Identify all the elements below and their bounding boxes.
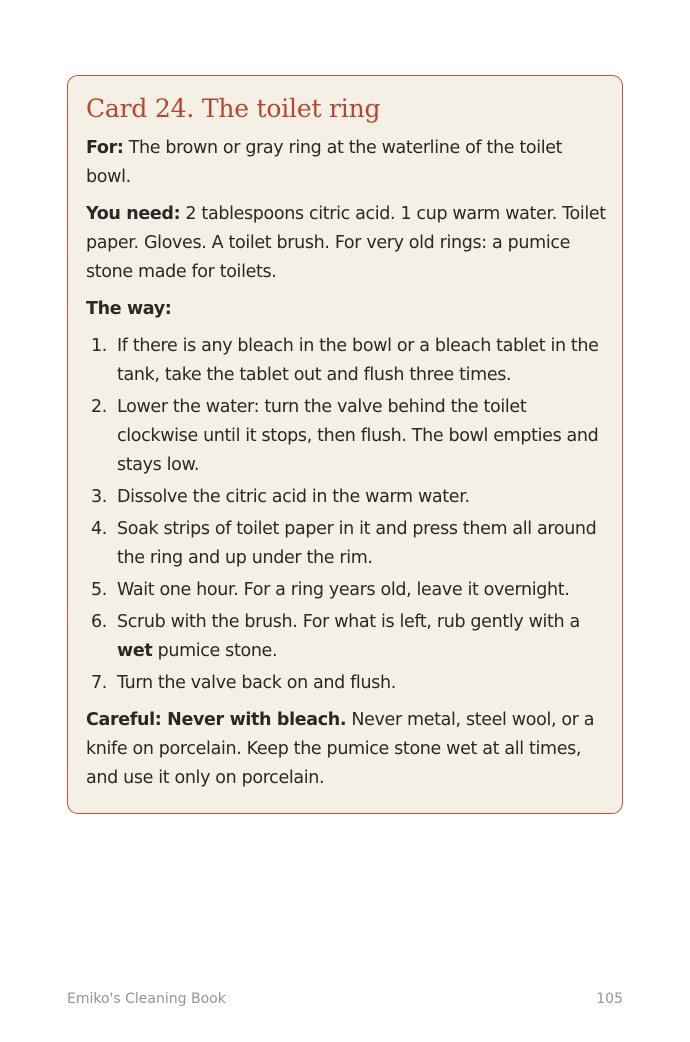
step-number: 1.: [91, 336, 107, 356]
you-need-text: 2 tablespoons citric acid. 1 cup warm water. Toilet paper. Gloves. A toilet brush. For very old rings: a pumice stone made for toilets.: [86, 204, 606, 282]
step-item: [86, 483, 606, 512]
card-title: Card 24. The toilet ring: [86, 94, 381, 123]
steps-list: [86, 332, 606, 698]
step-item: [86, 332, 606, 390]
step-number: 2.: [91, 397, 107, 417]
you-need-paragraph: [86, 200, 606, 287]
step-item: [86, 608, 606, 666]
step-item: [86, 576, 606, 605]
the-way-label: The way:: [86, 299, 172, 319]
step-item: [86, 669, 606, 698]
step-number: 4.: [91, 519, 107, 539]
step-text: Dissolve the citric acid in the warm water.: [117, 487, 470, 507]
instruction-card: [67, 75, 623, 814]
for-paragraph: [86, 134, 606, 192]
step-number: 7.: [91, 673, 107, 693]
careful-label: Careful: Never with bleach.: [86, 710, 347, 730]
step-number: 3.: [91, 487, 107, 507]
step-text: If there is any bleach in the bowl or a bleach tablet in the tank, take the tablet out and flush three times.: [117, 336, 599, 385]
for-label: For:: [86, 138, 124, 158]
step-number: 6.: [91, 612, 107, 632]
careful-text: Never metal, steel wool, or a knife on porcelain. Keep the pumice stone wet at all times, and use it only on porcelain.: [86, 710, 595, 788]
step-text: Lower the water: turn the valve behind the toilet clockwise until it stops, then flush. The bowl empties and stays low.: [117, 397, 599, 475]
step-emphasis-wet: wet: [117, 641, 153, 661]
footer-book-title: Emiko's Cleaning Book: [67, 991, 226, 1007]
for-text: The brown or gray ring at the waterline of the toilet bowl.: [86, 138, 563, 187]
step-number: 5.: [91, 580, 107, 600]
careful-paragraph: [86, 706, 606, 793]
step-text: [117, 608, 606, 666]
the-way-heading: [86, 295, 606, 324]
step-item: [86, 393, 606, 480]
step-text: Soak strips of toilet paper in it and press them all around the ring and up under the rim.: [117, 519, 597, 568]
step-text: Turn the valve back on and flush.: [117, 673, 396, 693]
step-text: Wait one hour. For a ring years old, leave it overnight.: [117, 580, 570, 600]
step-text-before: Scrub with the brush. For what is left, rub gently with a: [117, 612, 580, 632]
step-text-after: pumice stone.: [152, 641, 278, 661]
step-item: [86, 515, 606, 573]
you-need-label: You need:: [86, 204, 181, 224]
footer-page-number: 105: [596, 991, 623, 1007]
